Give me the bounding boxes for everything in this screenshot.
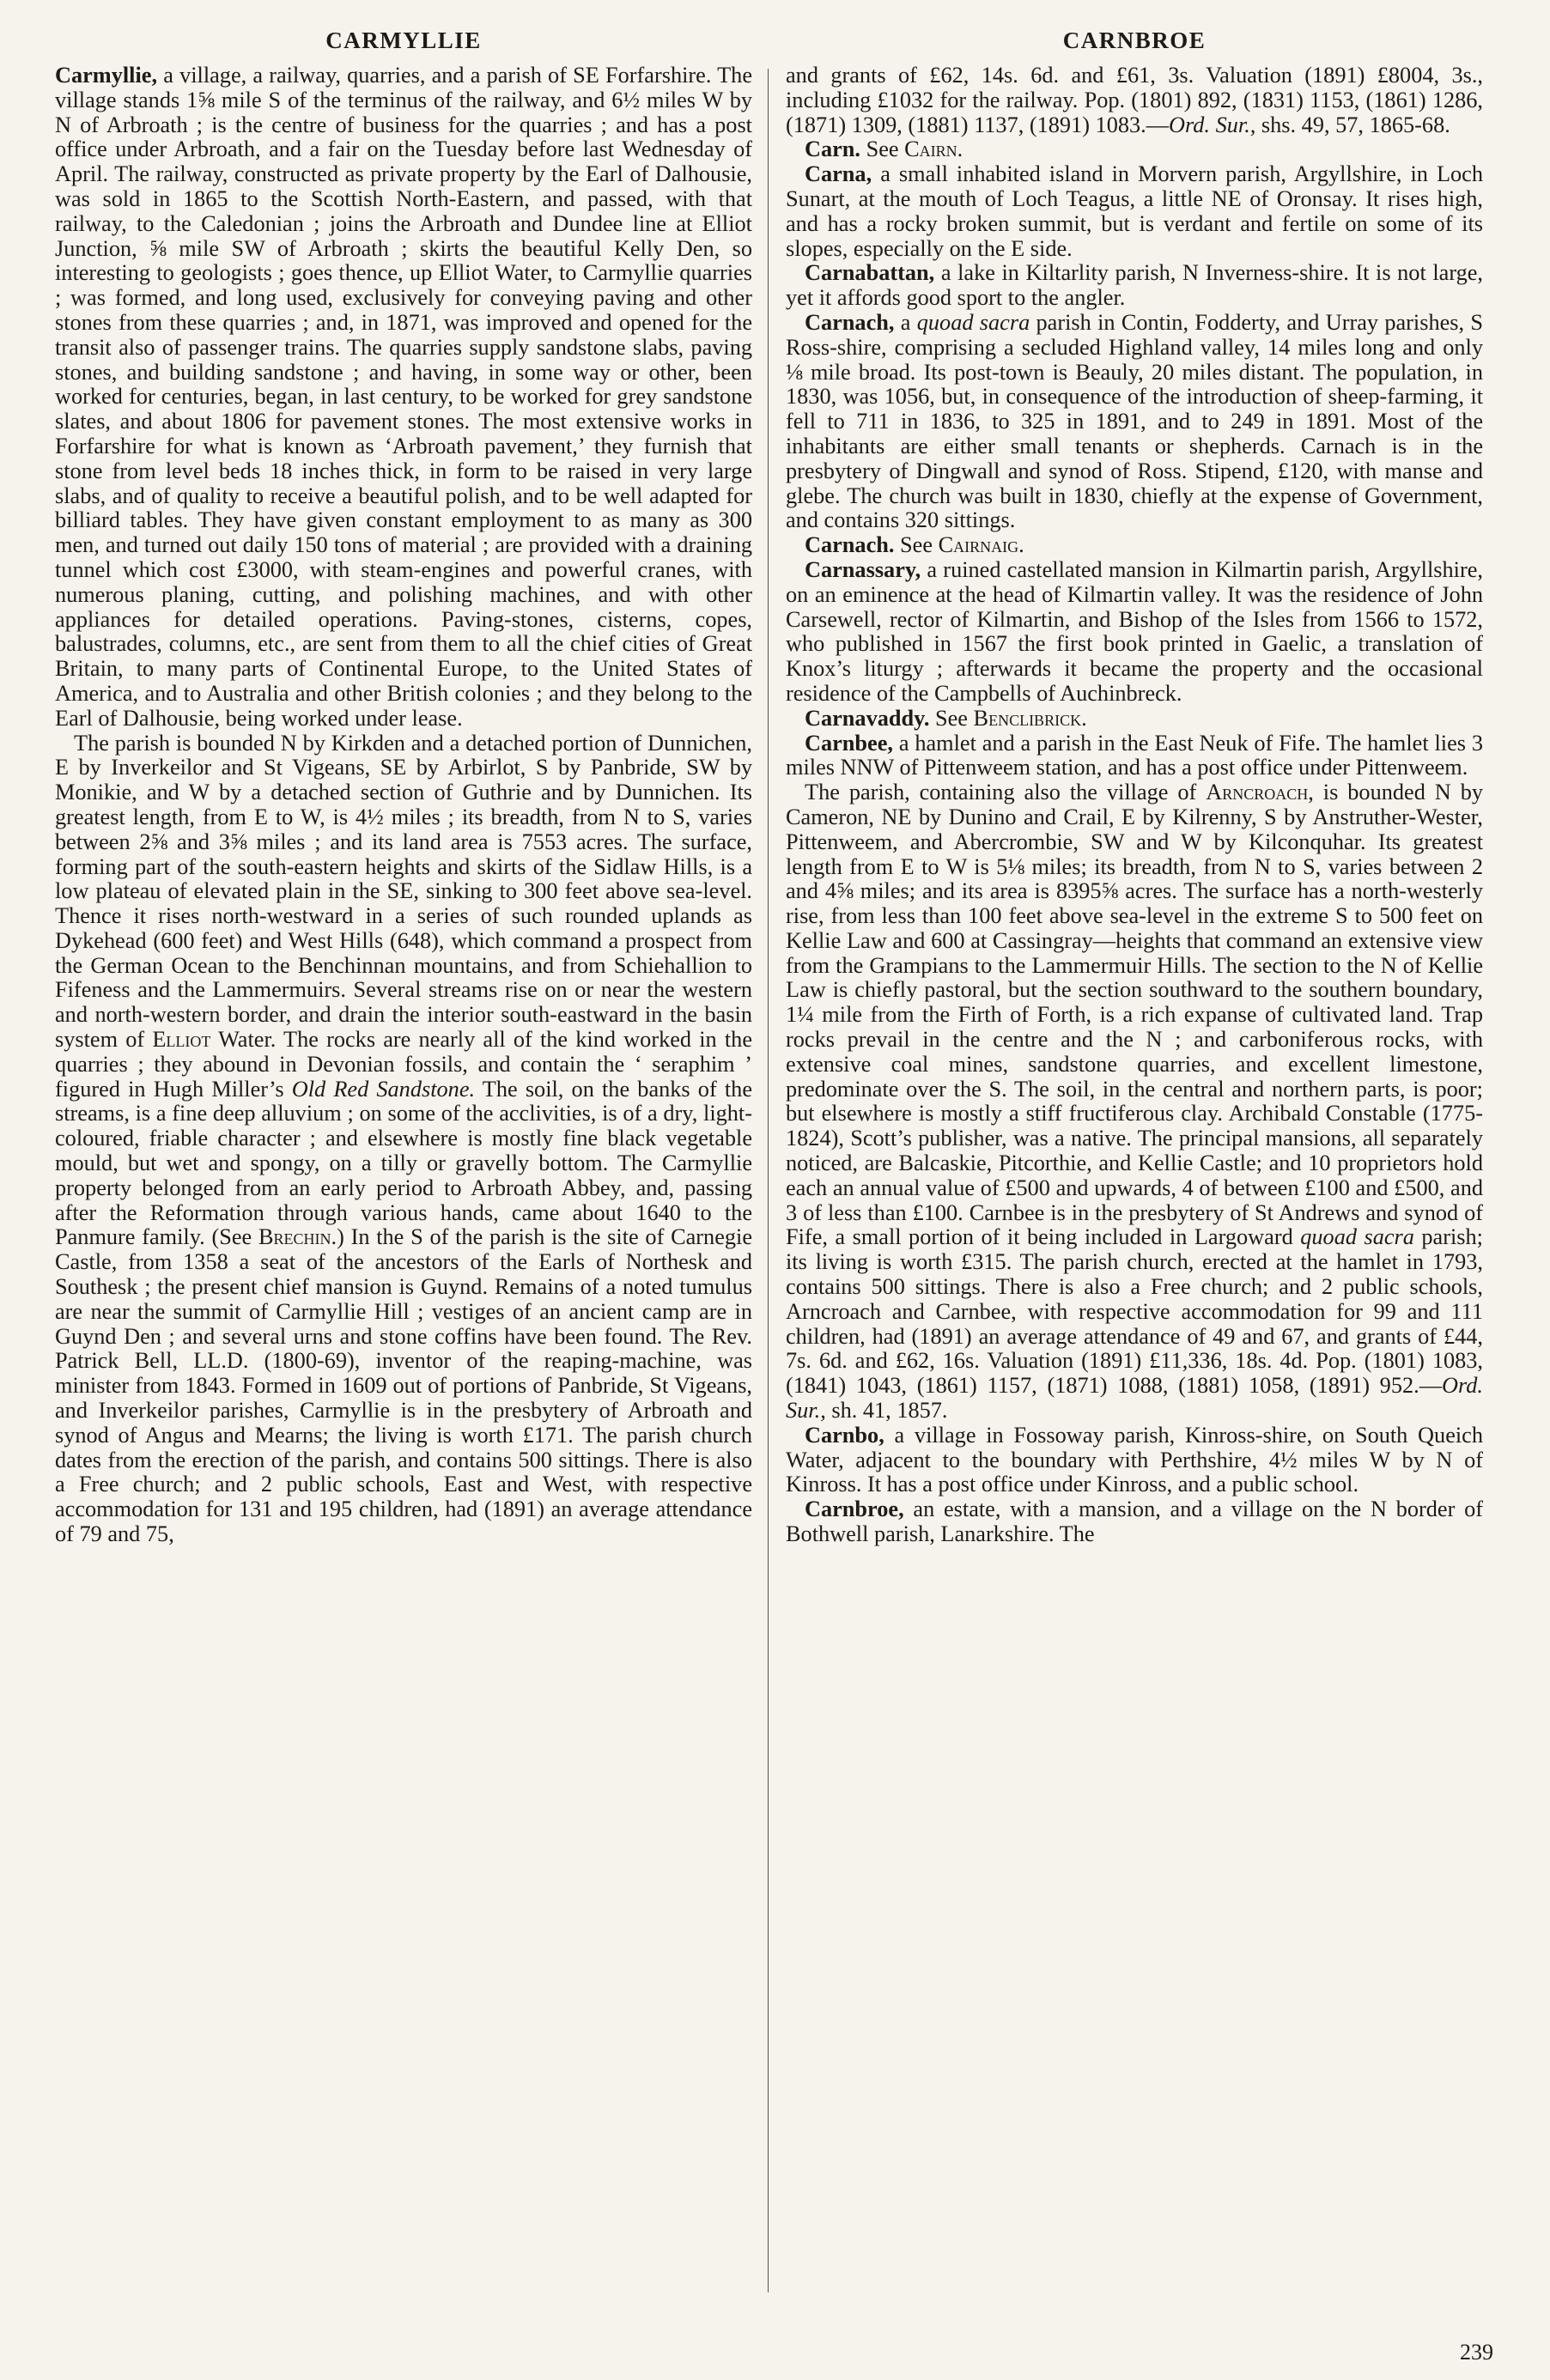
text-run: See bbox=[860, 137, 905, 162]
left-column bbox=[55, 64, 752, 1547]
entry-carnabattan bbox=[786, 261, 1483, 311]
entry-carna bbox=[786, 162, 1483, 261]
entry-carnbroe bbox=[786, 1497, 1483, 1547]
entry-text: a village in Fossoway parish, Kinross-shire, on South Queich Water, adjacent to the boundary with Perthshire, 4½ miles W by N of Kinross. It has a post office under Kinross, and a public school. bbox=[786, 1422, 1483, 1497]
entry-carnassary bbox=[786, 558, 1483, 707]
text-run: sh. 41, 1857. bbox=[825, 1398, 948, 1424]
text-run: See bbox=[894, 532, 939, 558]
cross-reference: Brechin. bbox=[258, 1224, 337, 1250]
entry-text: a small inhabited island in Morvern parish, Argyllshire, in Loch Sunart, at the mouth of Loch Teagus, a little NE of Oronsay. It rises high, and has a rocky broken summit, but is verdant and fertile on some of its slopes, especially on the E side. bbox=[786, 161, 1483, 261]
entry-carmyllie-parish bbox=[55, 732, 752, 1547]
headword-carnassary: Carnassary, bbox=[805, 556, 921, 582]
text-run: shs. 49, 57, 1865-68. bbox=[1255, 112, 1450, 137]
entry-carmyllie bbox=[55, 64, 752, 732]
entry-carnach-parish bbox=[786, 311, 1483, 533]
text-run: The parish, containing also the village of bbox=[805, 780, 1207, 805]
headword-carn: Carn. bbox=[805, 137, 861, 162]
cross-reference: Cairnaig. bbox=[938, 532, 1024, 558]
headword-carnabattan: Carnabattan, bbox=[805, 260, 935, 286]
entry-carmyllie-continued bbox=[786, 64, 1483, 137]
page-number: 239 bbox=[1460, 2340, 1493, 2365]
entry-carn bbox=[786, 137, 1483, 162]
text-run: and grants of £62, 14s. 6d. and £61, 3s. Valuation (1891) £8004, 3s., including £1032 for the railway. Pop. (1801) 892, (1831) 1153, (1861) 1286, (1871) 1309, (1881) 1137, (1891) 1083.— bbox=[786, 63, 1483, 137]
text-run: parish; its living is worth £315. The parish church, erected at the hamlet in 1793, contains 500 sittings. There is also a Free church; and 2 public schools, Arncroach and Carnbee, with respective accommodation for 99 and 111 children, had (1891) an average attendance of 49 and 67, and grants of £44, 7s. 6d. and £62, 16s. Valuation (1891) £11,336, 18s. 4d. Pop. (1801) 1083, (1841) 1043, (1861) 1157, (1871) 1088, (1881) 1058, (1891) 952.— bbox=[786, 1224, 1483, 1399]
text-run: The parish is bounded N by Kirkden and a detached portion of Dunnichen, E by Inverkeilor and St Vigeans, SE by Arbirlot, S by Panbride, SW by Monikie, and W by a detached section of Guthrie and by Dunnichen. Its greatest length, from E to W, is 4½ miles ; its breadth, from N to S, varies between 2⅝ and 3⅝ miles ; and its land area is 7553 acres. The surface, forming part of the south-eastern heights and skirts of the Sidlaw Hills, is a low plateau of elevated plain in the SE, sinking to 300 feet above sea-level. Thence it rises north-westward in a series of such rounded uplands as Dykehead (600 feet) and West Hills (648), which command a prospect from the German Ocean to the Benchinnan mountains, and from Schiehallion to Fifeness and the Lammermuirs. Several streams rise on or near the western and north-western border, and drain the interior south-eastward in the basin system of bbox=[55, 730, 752, 1053]
italic-ref: Ord. Sur., bbox=[1169, 112, 1256, 137]
entry-text: a hamlet and a parish in the East Neuk of Fife. The hamlet lies 3 miles NNW of Pittenweem station, and has a post office under Pittenweem. bbox=[786, 730, 1483, 780]
cross-reference: Benclibrick. bbox=[973, 705, 1087, 731]
text-run: The soil, on the banks of the streams, is a fine deep alluvium ; on some of the acclivities, is of a dry, light-coloured, friable character ; and elsewhere is mostly fine black vegetable mould, but wet and spongy, on a tilly or gravelly bottom. The Carmyllie property belonged from an early period to Arbroath Abbey, and, passing after the Reformation through various hands, came about 1640 to the Panmure family. (See bbox=[55, 1076, 753, 1250]
entry-text: a ruined castellated mansion in Kilmartin parish, Argyllshire, on an eminence at the head of Kilmartin valley. It was the residence of John Carsewell, rector of Kilmartin, and Bishop of the Isles from 1566 to 1572, who published in 1567 the first book printed in Gaelic, a translation of Knox’s liturgy ; afterwards it became the property and the occasional residence of the Campbells of Auchinbreck. bbox=[786, 556, 1483, 706]
entry-carnach-ref bbox=[786, 533, 1483, 558]
headword-carna: Carna, bbox=[805, 161, 872, 187]
text-run: ) In the S of the parish is the site of Carnegie Castle, from 1358 a seat of the ancestors of the Earls of Northesk and Southesk ; the present chief mansion is Guynd. Remains of a noted tumulus are near the summit of Carmyllie Hill ; vestiges of an ancient camp are in Guynd Den ; and several urns and stone coffins have been found. The Rev. Patrick Bell, LL.D. (1800-69), inventor of the reaping-machine, was minister from 1843. Formed in 1609 out of portions of Panbride, St Vigeans, and Inverkeilor parishes, Carmyllie is in the presbytery of Arbroath and synod of Angus and Mearns; the living is worth £171. The parish church dates from the erection of the parish, and contains 500 sittings. There is also a Free church; and 2 public schools, East and West, with respective accommodation for 131 and 195 children, had (1891) an average attendance of 79 and 75, bbox=[55, 1224, 752, 1547]
running-head-left: CARMYLLIE bbox=[325, 27, 482, 53]
entry-carnbee-parish bbox=[786, 780, 1483, 1424]
entry-text: a village, a railway, quarries, and a parish of SE Forfarshire. The village stands 1⅝ mile S of the terminus of the railway, and 6½ miles W by N of Arbroath ; is the centre of business for the quarries ; and has a post office under Arbroath, and a fair on the Tuesday before last Wednesday of April. The railway, constructed as private property by the Earl of Dalhousie, was sold in 1865 to the Scottish North-Eastern, and passed, with that railway, to the Caledonian ; joins the Arbroath and Dundee line at Elliot Junction, ⅝ mile SW of Arbroath ; skirts the beautiful Kelly Den, so interesting to geologists ; goes thence, up Elliot Water, to Carmyllie quarries ; was formed, and long used, exclusively for conveying paving and other stones from these quarries ; and, in 1871, was improved and opened for the transit also of passenger trains. The quarries supply sandstone slabs, paving stones, and building sandstone ; and having, in some way or other, been worked for centuries, began, in last century, to be worked for grey sandstone slates, and about 1806 for pavement stones. The most extensive works in Forfarshire for what is known as ‘Arbroath pavement,’ they furnish that stone from level beds 18 inches thick, in form to be raised in very large slabs, and of quality to receive a beautiful polish, and to be well adapted for billiard tables. They have given constant employment to as many as 300 men, and turned out daily 150 tons of material ; are provided with a draining tunnel which cost £3000, with steam-engines and powerful cranes, with numerous planing, cutting, and polishing machines, and with other appliances for detailed operations. Paving-stones, cisterns, copes, balustrades, columns, etc., are sent from them to all the chief cities of Great Britain, to many parts of Continental Europe, to the United States of America, and to Australia and other British colonies ; and they belong to the Earl of Dalhousie, being worked under lease. bbox=[55, 63, 752, 731]
text-run: See bbox=[929, 705, 974, 731]
italic-term: quoad sacra bbox=[916, 309, 1030, 335]
italic-ref: Ord. Sur., bbox=[786, 1373, 1483, 1424]
italic-term: quoad sacra bbox=[1300, 1224, 1414, 1250]
headword-carmyllie: Carmyllie, bbox=[55, 63, 158, 88]
book-title: Old Red Sandstone. bbox=[291, 1076, 476, 1102]
headword-carnavaddy: Carnavaddy. bbox=[805, 705, 930, 731]
entry-carnbee bbox=[786, 732, 1483, 781]
cross-reference: Arncroach, bbox=[1206, 780, 1314, 805]
entry-carnbo bbox=[786, 1424, 1483, 1497]
headword-carnbroe: Carnbroe, bbox=[805, 1497, 904, 1522]
cross-reference: Cairn. bbox=[904, 137, 963, 162]
text-run: a bbox=[894, 309, 917, 335]
cross-reference: Elliot bbox=[152, 1027, 211, 1053]
headword-carnach: Carnach, bbox=[805, 309, 895, 335]
text-run: parish in Contin, Fodderty, and Urray parishes, S Ross-shire, comprising a secluded Highland valley, 14 miles long and only ⅛ mile broad. Its post-town is Beauly, 20 miles distant. The population, in 1830, was 1056, but, in consequence of the introduction of sheep-farming, it fell to 711 in 1836, to 325 in 1891, and to 249 in 1891. Most of the inhabitants are either small tenants or shepherds. Carnach is in the presbytery of Dingwall and synod of Ross. Stipend, £120, with manse and glebe. The church was built in 1830, chiefly at the expense of Government, and contains 320 sittings. bbox=[786, 309, 1483, 533]
entry-text: an estate, with a mansion, and a village on the N border of Bothwell parish, Lanarkshire. The bbox=[786, 1497, 1483, 1547]
text-run: Water. The rocks are nearly all of the kind worked in the quarries ; they abound in Devonian fossils, and contain the ‘ seraphim ’ figured in Hugh Miller’s bbox=[55, 1027, 752, 1102]
headword-carnbee: Carnbee, bbox=[805, 730, 893, 756]
running-head-right: CARNBROE bbox=[1062, 27, 1207, 53]
headword-carnach-ref: Carnach. bbox=[805, 532, 895, 558]
text-run: is bounded N by Cameron, NE by Dunino and Crail, E by Kilrenny, S by Anstruther-Wester, Pittenweem, and Abercrombie, SW and W by Kilconquhar. Its greatest length from E to W is 5⅛ miles; its breadth, from N to S, varies between 2 and 4⅝ miles; and its area is 8395⅝ acres. The surface has a north-westerly rise, from less than 100 feet above sea-level in the extreme S to 500 feet on Kellie Law and 600 at Cassingray—heights that command an extensive view from the Grampians to the Lammermuir Hills. The section to the N of Kellie Law is chiefly pastoral, but the section southward to the southern boundary, 1¼ mile from the Firth of Forth, is a rich expanse of cultivated land. Trap rocks prevail in the centre and the N ; and carboniferous rocks, with extensive coal mines, sandstone quarries, and excellent limestone, predominate over the S. The soil, in the central and northern parts, is poor; but elsewhere is mostly a stiff fructiferous clay. Archibald Constable (1775-1824), Scott’s publisher, was a native. The principal mansions, all separately noticed, are Balcaskie, Pitcorthie, and Kellie Castle; and 10 proprietors hold each an annual value of £500 and upwards, 4 of between £100 and £500, and 3 of less than £100. Carnbee is in the presbytery of St Andrews and synod of Fife, a small portion of it being included in Largoward bbox=[786, 780, 1484, 1250]
entry-text: a lake in Kiltarlity parish, N Inverness-shire. It is not large, yet it affords good sport to the angler. bbox=[786, 260, 1483, 311]
entry-carnavaddy bbox=[786, 707, 1483, 732]
headword-carnbo: Carnbo, bbox=[805, 1422, 884, 1448]
right-column bbox=[786, 64, 1483, 1547]
column-divider bbox=[768, 69, 769, 2292]
